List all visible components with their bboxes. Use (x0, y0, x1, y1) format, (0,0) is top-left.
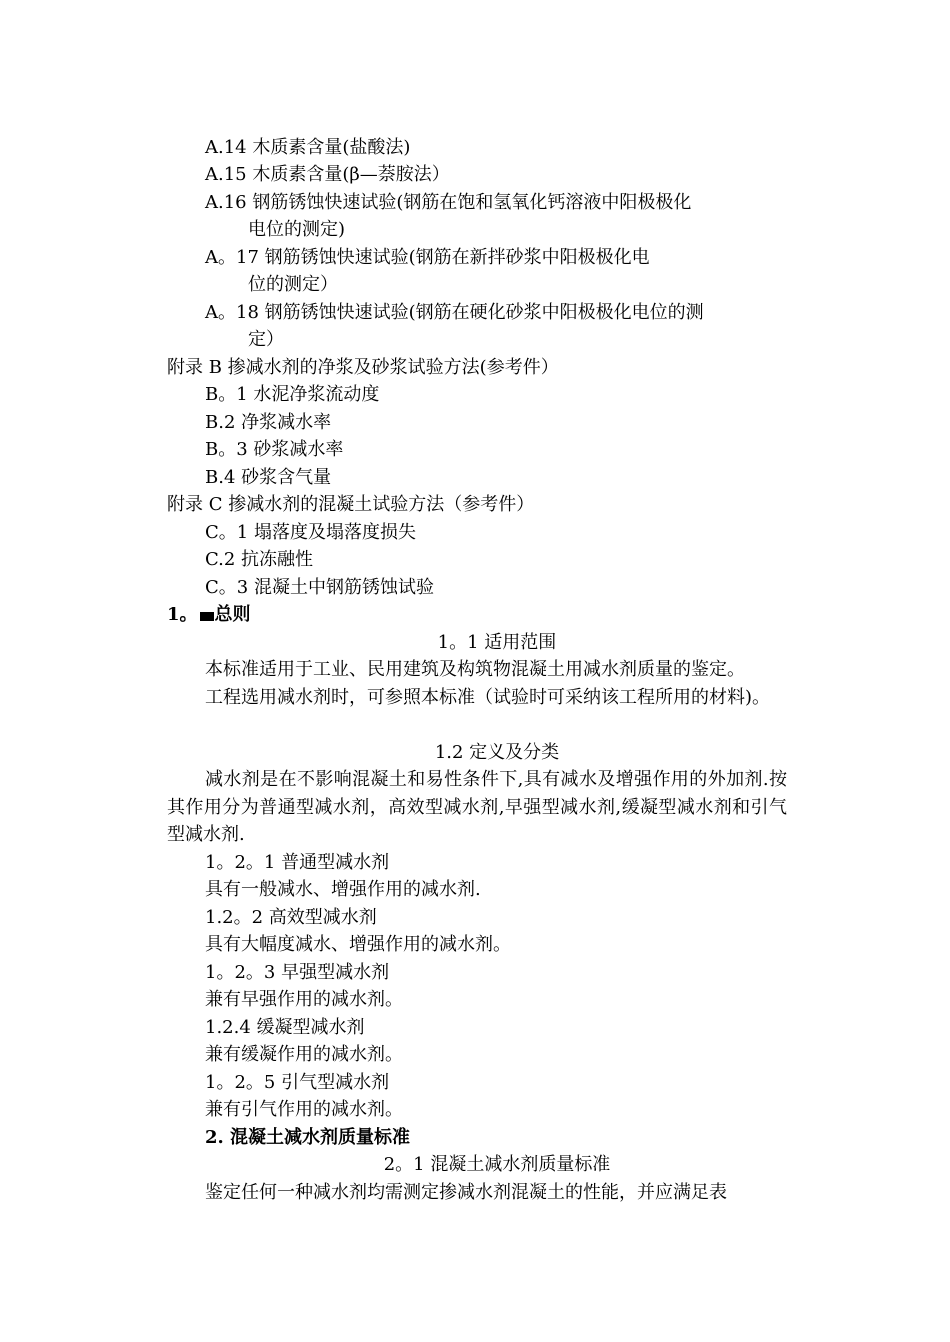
paragraph-definition: 减水剂是在不影响混凝土和易性条件下,具有减水及增强作用的外加剂.按其作用分为普通型减水剂，高效型减水剂,早强型减水剂,缓凝型减水剂和引气型减水剂. (167, 769, 787, 845)
paragraph-scope: 本标准适用于工业、民用建筑及构筑物混凝土用减水剂质量的鉴定。 (205, 659, 745, 680)
subsection-1-2-title: 1.2 定义及分类 (434, 742, 560, 763)
toc-appendix-c: 附录 C 掺减水剂的混凝土试验方法（参考件） (167, 494, 535, 515)
toc-entry-a14: A.14 木质素含量(盐酸法) (205, 137, 411, 158)
subsection-1-1-title: 1。1 适用范围 (437, 632, 557, 653)
toc-entry-c3: C。3 混凝土中钢筋锈蚀试验 (205, 577, 434, 598)
toc-entry-a18: A。18 钢筋锈蚀快速试验(钢筋在硬化砂浆中阳极极化电位的测 (205, 302, 704, 323)
toc-entry-b4: B.4 砂浆含气量 (205, 467, 332, 488)
item-1-2-3-title: 1。2。3 早强型减水剂 (205, 962, 390, 983)
item-1-2-4-text: 兼有缓凝作用的减水剂。 (205, 1044, 403, 1065)
item-1-2-1-title: 1。2。1 普通型减水剂 (205, 852, 390, 873)
paragraph-quality-standard: 鉴定任何一种减水剂均需测定掺减水剂混凝土的性能，并应满足表 (205, 1182, 727, 1203)
section-1-heading (167, 601, 251, 628)
section-2-heading: 2. 混凝土减水剂质量标准 (205, 1127, 411, 1148)
toc-appendix-b: 附录 B 掺减水剂的净浆及砂浆试验方法(参考件） (167, 357, 559, 378)
section-title: 总则 (214, 604, 251, 625)
item-1-2-5-text: 兼有引气作用的减水剂。 (205, 1099, 403, 1120)
item-1-2-1-text: 具有一般减水、增强作用的减水剂. (205, 879, 481, 900)
toc-entry-b3: B。3 砂浆减水率 (205, 439, 344, 460)
item-1-2-2-text: 具有大幅度减水、增强作用的减水剂。 (205, 934, 511, 955)
toc-entry-b2: B.2 净浆减水率 (205, 412, 332, 433)
bookmark-mark (200, 612, 214, 621)
toc-entry-c2: C.2 抗冻融性 (205, 549, 314, 570)
paragraph-reference: 工程选用减水剂时，可参照本标准（试验时可采纳该工程所用的材料)。 (205, 687, 771, 708)
toc-entry-c1: C。1 塌落度及塌落度损失 (205, 522, 416, 543)
toc-entry-a17: A。17 钢筋锈蚀快速试验(钢筋在新拌砂浆中阳极极化电 (205, 247, 650, 268)
toc-entry-a16: A.16 钢筋锈蚀快速试验(钢筋在饱和氢氧化钙溶液中阳极极化 (205, 192, 692, 213)
item-1-2-3-text: 兼有早强作用的减水剂。 (205, 989, 403, 1010)
toc-entry-a17-cont: 位的测定） (248, 274, 338, 295)
item-1-2-4-title: 1.2.4 缓凝型减水剂 (205, 1017, 365, 1038)
section-number: 1。 (167, 604, 198, 625)
item-1-2-5-title: 1。2。5 引气型减水剂 (205, 1072, 390, 1093)
subsection-2-1-title: 2。1 混凝土减水剂质量标准 (383, 1154, 611, 1175)
item-1-2-2-title: 1.2。2 高效型减水剂 (205, 907, 377, 928)
toc-entry-b1: B。1 水泥净浆流动度 (205, 384, 380, 405)
toc-entry-a16-cont: 电位的测定) (248, 219, 346, 240)
toc-entry-a15: A.15 木质素含量(β—萘胺法） (205, 164, 450, 185)
toc-entry-a18-cont: 定） (248, 329, 284, 350)
